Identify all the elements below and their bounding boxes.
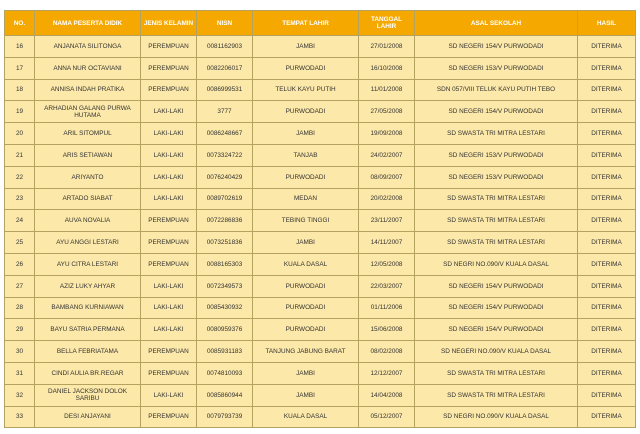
header-result: HASIL: [578, 11, 636, 36]
cell-birthplace: PURWODADI: [253, 319, 359, 341]
table-row: [5, 341, 636, 363]
cell-name: BAMBANG KURNIAWAN: [35, 297, 141, 319]
cell-name: DESI ANJAYANI: [35, 406, 141, 428]
cell-school: SD NEGERI NO.090/V KUALA DASAL: [415, 341, 578, 363]
cell-gender: PEREMPUAN: [141, 36, 197, 58]
cell-school: SD NEGERI 153/V PURWODADI: [415, 166, 578, 188]
cell-nisn: 0080959376: [197, 319, 253, 341]
cell-no: 27: [5, 275, 35, 297]
cell-result: DITERIMA: [578, 362, 636, 384]
cell-nisn: 3777: [197, 101, 253, 123]
cell-gender: PEREMPUAN: [141, 232, 197, 254]
cell-name: BAYU SATRIA PERMANA: [35, 319, 141, 341]
student-table: [4, 10, 636, 428]
cell-school: SD NEGERI 153/V PURWODADI: [415, 57, 578, 79]
cell-birthdate: 15/06/2008: [359, 319, 415, 341]
cell-school: SD NEGERI 154/V PURWODADI: [415, 101, 578, 123]
cell-result: DITERIMA: [578, 36, 636, 58]
cell-gender: PEREMPUAN: [141, 341, 197, 363]
cell-gender: PEREMPUAN: [141, 406, 197, 428]
cell-nisn: 0076240429: [197, 166, 253, 188]
cell-no: 29: [5, 319, 35, 341]
table-row: [5, 319, 636, 341]
cell-name: AYU ANGGI LESTARI: [35, 232, 141, 254]
header-birthdate: TANGGAL LAHIR: [359, 11, 415, 36]
cell-nisn: 0073324722: [197, 144, 253, 166]
cell-gender: PEREMPUAN: [141, 253, 197, 275]
cell-gender: PEREMPUAN: [141, 210, 197, 232]
cell-school: SD NEGERI 154/V PURWODADI: [415, 297, 578, 319]
cell-birthplace: JAMBI: [253, 362, 359, 384]
cell-birthdate: 27/01/2008: [359, 36, 415, 58]
cell-school: SD SWASTA TRI MITRA LESTARI: [415, 188, 578, 210]
table-row: [5, 362, 636, 384]
header-gender: JENIS KELAMIN: [141, 11, 197, 36]
cell-gender: LAKI-LAKI: [141, 101, 197, 123]
cell-name: AYU CITRA LESTARI: [35, 253, 141, 275]
cell-result: DITERIMA: [578, 57, 636, 79]
cell-no: 31: [5, 362, 35, 384]
cell-birthdate: 16/10/2008: [359, 57, 415, 79]
header-no: NO.: [5, 11, 35, 36]
cell-birthplace: PURWODADI: [253, 57, 359, 79]
cell-school: SD SWASTA TRI MITRA LESTARI: [415, 384, 578, 406]
cell-school: SD NEGERI 153/V PURWODADI: [415, 144, 578, 166]
cell-no: 17: [5, 57, 35, 79]
cell-no: 28: [5, 297, 35, 319]
cell-name: ARIS SETIAWAN: [35, 144, 141, 166]
cell-name: BELLA FEBRIATAMA: [35, 341, 141, 363]
cell-birthplace: TANJAB: [253, 144, 359, 166]
cell-result: DITERIMA: [578, 384, 636, 406]
cell-nisn: 0088165303: [197, 253, 253, 275]
cell-no: 16: [5, 36, 35, 58]
cell-birthdate: 19/09/2008: [359, 123, 415, 145]
cell-nisn: 0072349573: [197, 275, 253, 297]
cell-birthdate: 14/11/2007: [359, 232, 415, 254]
cell-birthdate: 08/09/2007: [359, 166, 415, 188]
table-row: [5, 166, 636, 188]
cell-birthplace: JAMBI: [253, 232, 359, 254]
cell-name: ARTADO SIABAT: [35, 188, 141, 210]
cell-nisn: 0072286836: [197, 210, 253, 232]
table-row: [5, 188, 636, 210]
cell-name: ANJANATA SILITONGA: [35, 36, 141, 58]
table-row: [5, 123, 636, 145]
cell-school: SD NEGRI NO.090/V KUALA DASAL: [415, 253, 578, 275]
cell-nisn: 0085860944: [197, 384, 253, 406]
cell-nisn: 0086999531: [197, 79, 253, 101]
table-row: [5, 232, 636, 254]
cell-school: SD SWASTA TRI MITRA LESTARI: [415, 362, 578, 384]
cell-gender: PEREMPUAN: [141, 362, 197, 384]
table-header-row: [5, 11, 636, 36]
cell-school: SD NEGERI 154/V PURWODADI: [415, 275, 578, 297]
cell-no: 19: [5, 101, 35, 123]
cell-birthdate: 20/02/2008: [359, 188, 415, 210]
cell-no: 25: [5, 232, 35, 254]
cell-result: DITERIMA: [578, 232, 636, 254]
cell-no: 30: [5, 341, 35, 363]
cell-school: SD SWASTA TRI MITRA LESTARI: [415, 232, 578, 254]
cell-birthplace: JAMBI: [253, 123, 359, 145]
cell-gender: LAKI-LAKI: [141, 275, 197, 297]
cell-no: 18: [5, 79, 35, 101]
table-row: [5, 210, 636, 232]
cell-birthdate: 14/04/2008: [359, 384, 415, 406]
cell-name: ARHADIAN GALANG PURWA HUTAMA: [35, 101, 141, 123]
cell-nisn: 0086248667: [197, 123, 253, 145]
cell-school: SD NEGRI NO.090/V KUALA DASAL: [415, 406, 578, 428]
cell-no: 32: [5, 384, 35, 406]
cell-birthplace: PURWODADI: [253, 101, 359, 123]
cell-no: 33: [5, 406, 35, 428]
header-birthplace: TEMPAT LAHIR: [253, 11, 359, 36]
cell-school: SD SWASTA TRI MITRA LESTARI: [415, 123, 578, 145]
cell-nisn: 0089702619: [197, 188, 253, 210]
table-row: [5, 36, 636, 58]
header-school: ASAL SEKOLAH: [415, 11, 578, 36]
cell-birthdate: 05/12/2007: [359, 406, 415, 428]
cell-no: 26: [5, 253, 35, 275]
cell-birthplace: KUALA DASAL: [253, 406, 359, 428]
cell-result: DITERIMA: [578, 188, 636, 210]
cell-birthplace: TANJUNG JABUNG BARAT: [253, 341, 359, 363]
cell-birthdate: 24/02/2007: [359, 144, 415, 166]
cell-no: 20: [5, 123, 35, 145]
cell-nisn: 0081162903: [197, 36, 253, 58]
cell-gender: PEREMPUAN: [141, 57, 197, 79]
cell-birthplace: PURWODADI: [253, 297, 359, 319]
cell-result: DITERIMA: [578, 210, 636, 232]
cell-birthdate: 11/01/2008: [359, 79, 415, 101]
cell-birthdate: 12/05/2008: [359, 253, 415, 275]
cell-no: 22: [5, 166, 35, 188]
cell-result: DITERIMA: [578, 166, 636, 188]
cell-no: 21: [5, 144, 35, 166]
cell-result: DITERIMA: [578, 406, 636, 428]
cell-birthplace: TEBING TINGGI: [253, 210, 359, 232]
cell-gender: LAKI-LAKI: [141, 384, 197, 406]
cell-result: DITERIMA: [578, 253, 636, 275]
cell-birthplace: JAMBI: [253, 36, 359, 58]
cell-birthdate: 08/02/2008: [359, 341, 415, 363]
cell-name: DANIEL JACKSON DOLOK SARIBU: [35, 384, 141, 406]
cell-no: 24: [5, 210, 35, 232]
cell-school: SD NEGERI 154/V PURWODADI: [415, 36, 578, 58]
table-row: [5, 144, 636, 166]
cell-no: 23: [5, 188, 35, 210]
cell-name: ARIL SITOMPUL: [35, 123, 141, 145]
cell-name: CINDI AULIA BR.REGAR: [35, 362, 141, 384]
table-row: [5, 101, 636, 123]
cell-birthplace: PURWODADI: [253, 275, 359, 297]
cell-birthplace: TELUK KAYU PUTIH: [253, 79, 359, 101]
cell-result: DITERIMA: [578, 101, 636, 123]
cell-result: DITERIMA: [578, 319, 636, 341]
cell-result: DITERIMA: [578, 79, 636, 101]
cell-result: DITERIMA: [578, 341, 636, 363]
cell-name: ARIYANTO: [35, 166, 141, 188]
cell-nisn: 0079793739: [197, 406, 253, 428]
cell-result: DITERIMA: [578, 123, 636, 145]
cell-school: SD SWASTA TRI MITRA LESTARI: [415, 210, 578, 232]
cell-name: AUVA NOVALIA: [35, 210, 141, 232]
cell-gender: PEREMPUAN: [141, 79, 197, 101]
cell-birthdate: 23/11/2007: [359, 210, 415, 232]
cell-nisn: 0074810093: [197, 362, 253, 384]
cell-birthdate: 22/03/2007: [359, 275, 415, 297]
cell-name: ANNISA INDAH PRATIKA: [35, 79, 141, 101]
cell-name: AZIZ LUKY AHYAR: [35, 275, 141, 297]
cell-birthplace: KUALA DASAL: [253, 253, 359, 275]
cell-birthplace: MEDAN: [253, 188, 359, 210]
table-row: [5, 384, 636, 406]
cell-result: DITERIMA: [578, 297, 636, 319]
cell-gender: LAKI-LAKI: [141, 188, 197, 210]
table-row: [5, 79, 636, 101]
header-name: NAMA PESERTA DIDIK: [35, 11, 141, 36]
table-row: [5, 57, 636, 79]
cell-nisn: 0085931183: [197, 341, 253, 363]
cell-nisn: 0073251836: [197, 232, 253, 254]
cell-birthdate: 27/05/2008: [359, 101, 415, 123]
cell-result: DITERIMA: [578, 275, 636, 297]
cell-name: ANNA NUR OCTAVIANI: [35, 57, 141, 79]
cell-birthdate: 01/11/2006: [359, 297, 415, 319]
table-row: [5, 297, 636, 319]
cell-birthplace: JAMBI: [253, 384, 359, 406]
cell-school: SD NEGERI 154/V PURWODADI: [415, 319, 578, 341]
cell-gender: LAKI-LAKI: [141, 297, 197, 319]
header-nisn: NISN: [197, 11, 253, 36]
table-row: [5, 275, 636, 297]
table-row: [5, 406, 636, 428]
table-row: [5, 253, 636, 275]
cell-result: DITERIMA: [578, 144, 636, 166]
cell-nisn: 0082206017: [197, 57, 253, 79]
cell-gender: LAKI-LAKI: [141, 144, 197, 166]
cell-nisn: 0085430932: [197, 297, 253, 319]
cell-gender: LAKI-LAKI: [141, 123, 197, 145]
cell-birthdate: 12/12/2007: [359, 362, 415, 384]
cell-school: SDN 057/VIII TELUK KAYU PUTIH TEBO: [415, 79, 578, 101]
cell-birthplace: PURWODADI: [253, 166, 359, 188]
cell-gender: LAKI-LAKI: [141, 319, 197, 341]
cell-gender: LAKI-LAKI: [141, 166, 197, 188]
